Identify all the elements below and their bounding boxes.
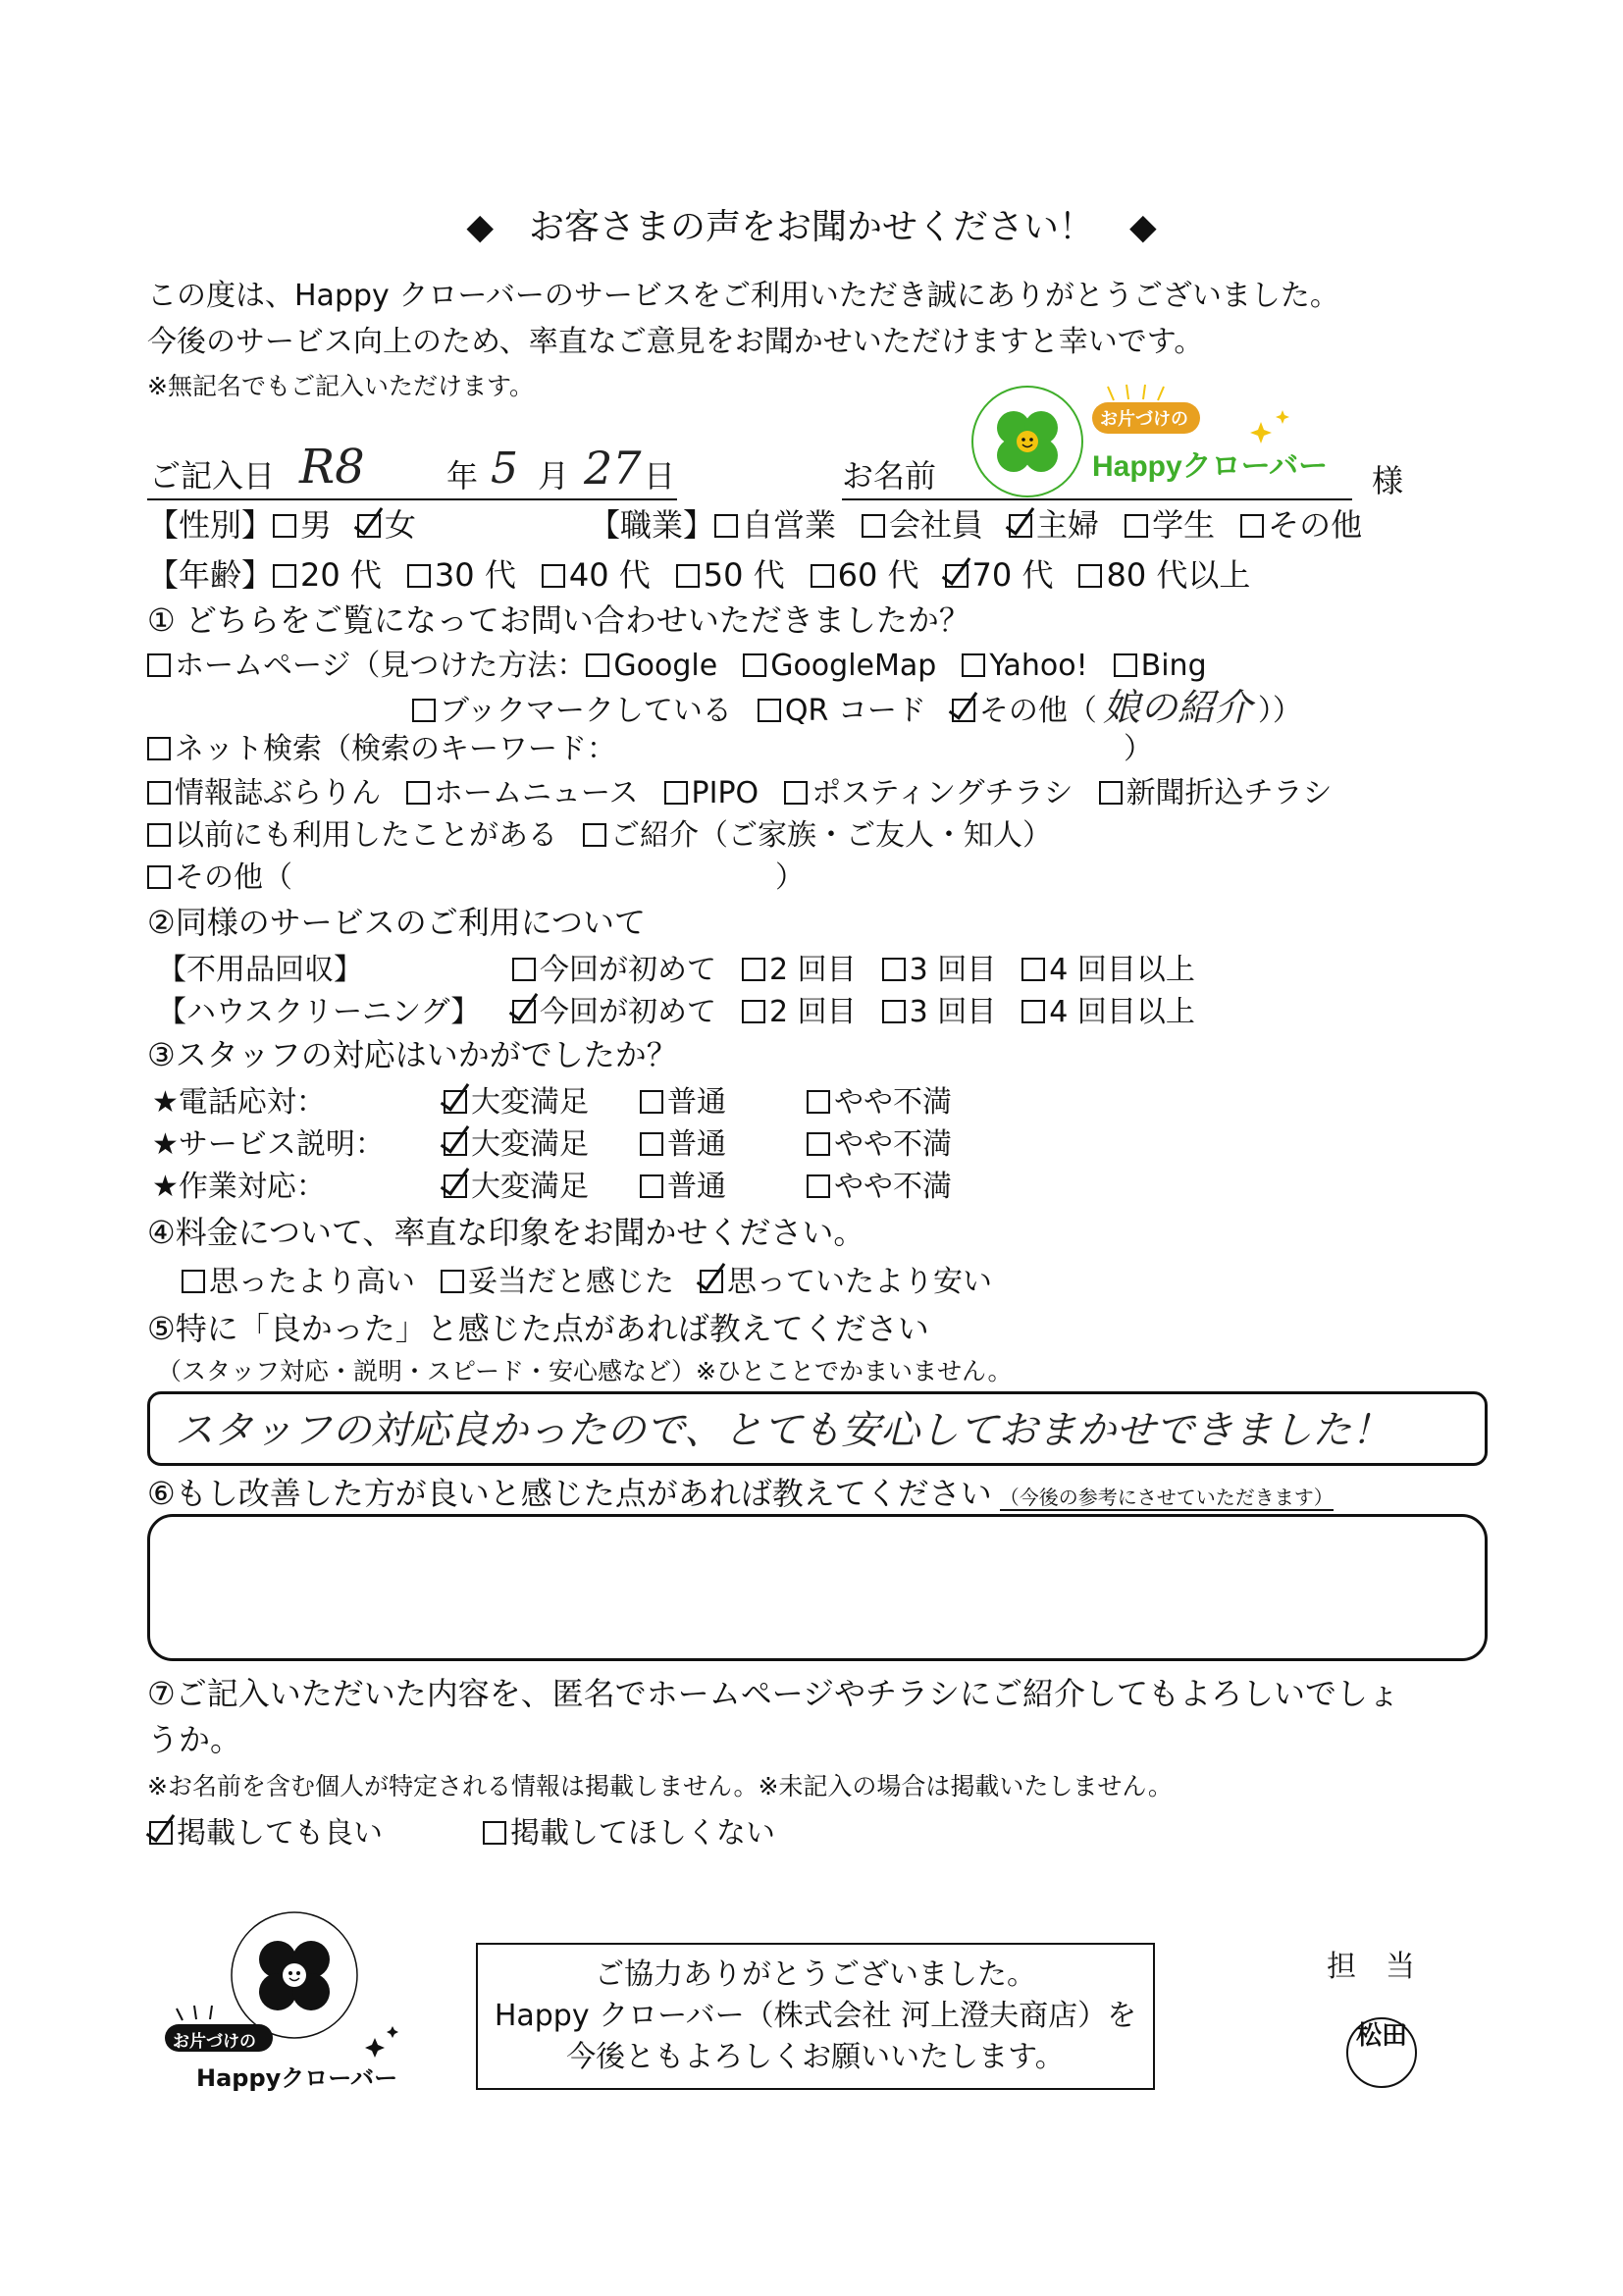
q1-hp-close: ）） — [1257, 694, 1302, 728]
q6-note: （今後の参考にさせていただきます） — [999, 1486, 1334, 1509]
q4-options — [182, 1264, 992, 1301]
q1-other-label: その他（ — [175, 861, 292, 895]
q3-r1-normal[interactable]: 普通 — [640, 1084, 807, 1122]
job-company[interactable]: 会社員 — [862, 506, 983, 544]
date-month[interactable]: 5 — [491, 444, 518, 494]
gender-row — [147, 505, 442, 545]
q1-other-close: ） — [775, 861, 805, 895]
q4-reasonable[interactable]: 妥当だと感じた — [441, 1265, 674, 1299]
checkbox-checked[interactable] — [1009, 514, 1032, 538]
age-60[interactable]: 60 代 — [811, 556, 919, 594]
checkbox[interactable] — [586, 653, 609, 677]
checkbox[interactable] — [758, 699, 781, 722]
job-student[interactable]: 学生 — [1125, 506, 1215, 544]
q3-r2-bad[interactable]: やや不満 — [807, 1127, 952, 1162]
checkbox[interactable] — [583, 823, 606, 847]
checkbox[interactable] — [1021, 1000, 1045, 1023]
age-30[interactable]: 30 代 — [407, 556, 516, 594]
checkbox-checked[interactable] — [444, 1174, 467, 1198]
checkbox[interactable] — [743, 653, 766, 677]
job-label: 【職業】 — [589, 506, 715, 544]
q5-answer[interactable]: スタッフの対応良かったので、とても安心しておまかせできました！ — [175, 1408, 1391, 1453]
q7-note: ※お名前を含む個人が特定される情報は掲載しません。※未記入の場合は掲載いたしません。 — [147, 1772, 1173, 1800]
job-row — [589, 505, 1362, 545]
footer-logo-brand: Happyクローバー — [196, 2064, 398, 2092]
q2-r2-fourth[interactable]: 4 回目以上 — [1021, 995, 1195, 1029]
footer-logo-top: お片づけの — [173, 2032, 256, 2052]
q1-row4 — [147, 817, 1052, 855]
checkbox-checked[interactable] — [357, 514, 381, 538]
checkbox[interactable] — [807, 1132, 830, 1156]
checkbox[interactable] — [412, 699, 436, 722]
age-40[interactable]: 40 代 — [542, 556, 651, 594]
q7-options — [149, 1815, 775, 1852]
checkbox[interactable] — [407, 564, 431, 588]
q7-title-1: ⑦ご記入いただいた内容を、匿名でホームページやチラシにご紹介してもよろしいでしょ — [147, 1675, 1400, 1712]
q1-hp-row — [147, 648, 1207, 685]
date-day[interactable]: 27 — [584, 442, 642, 495]
q2-r1-second[interactable]: 2 回目 — [742, 953, 857, 987]
job-self-employed[interactable]: 自営業 — [714, 506, 836, 544]
intro-line-2: 今後のサービス向上のため、率直なご意見をお聞かせいただけますと幸いです。 — [147, 325, 1204, 359]
checkbox-checked[interactable] — [952, 699, 975, 722]
age-80[interactable]: 80 代以上 — [1078, 556, 1250, 594]
job-other[interactable]: その他 — [1240, 506, 1362, 544]
checkbox[interactable] — [1240, 514, 1264, 538]
checkbox-checked[interactable] — [700, 1270, 723, 1293]
header-logo-brand: Happyクローバー — [1092, 450, 1329, 483]
checkbox[interactable] — [147, 737, 171, 760]
q2-row1-options — [512, 952, 1195, 989]
q3-r2-very[interactable]: 大変満足 — [444, 1126, 640, 1164]
job-housewife[interactable]: 主婦 — [1009, 506, 1099, 544]
q6-answer-box[interactable] — [147, 1514, 1488, 1661]
checkbox-checked[interactable] — [149, 1821, 173, 1845]
q5-note: （スタッフ対応・説明・スピード・安心感など）※ひとことでかまいません。 — [157, 1357, 1013, 1385]
honorific: 様 — [1372, 462, 1404, 499]
q7-allow[interactable]: 掲載しても良い — [149, 1815, 483, 1852]
q1-net-label: ネット検索（検索のキーワード： — [175, 732, 616, 766]
q1-title: ① どちらをご覧になってお問い合わせいただきましたか？ — [147, 601, 970, 639]
year-label: 年 — [446, 457, 479, 495]
age-20[interactable]: 20 代 — [273, 556, 382, 594]
q2-row2-label: 【ハウスクリーニング】 — [157, 995, 481, 1029]
q1-media-posting[interactable]: ポスティングチラシ — [784, 776, 1073, 810]
checkbox[interactable] — [1078, 564, 1102, 588]
q6-title-text: ⑥もし改善した方が良いと感じた点があれば教えてください — [147, 1475, 992, 1512]
age-50[interactable]: 50 代 — [676, 556, 785, 594]
checkbox[interactable] — [147, 823, 171, 847]
checkbox-checked[interactable] — [945, 564, 969, 588]
q2-r2-first[interactable]: 今回が初めて — [512, 995, 716, 1029]
q1-hp-other-written[interactable]: 娘の紹介 — [1102, 686, 1252, 729]
q2-r1-fourth[interactable]: 4 回目以上 — [1021, 953, 1195, 987]
age-70[interactable]: 70 代 — [945, 556, 1054, 594]
checkbox[interactable] — [441, 1270, 464, 1293]
day-label: 日 — [644, 457, 676, 495]
checkbox[interactable] — [147, 865, 171, 889]
q1-hp-row2 — [412, 686, 1302, 730]
checkbox[interactable] — [962, 653, 985, 677]
checkbox[interactable] — [147, 781, 171, 805]
q1-hp-qr[interactable]: QR コード — [758, 694, 926, 728]
q3-r3-normal[interactable]: 普通 — [640, 1169, 807, 1206]
q3-row3-options — [444, 1169, 952, 1206]
q1-media-newspaper[interactable]: 新聞折込チラシ — [1099, 776, 1333, 810]
q4-expensive[interactable]: 思ったより高い — [182, 1265, 415, 1299]
checkbox[interactable] — [807, 1090, 830, 1114]
checkbox[interactable] — [664, 781, 688, 805]
q2-title: ②同様のサービスのご利用について — [147, 904, 647, 941]
q2-row1-label: 【不用品回収】 — [157, 953, 363, 987]
q2-r2-third[interactable]: 3 回目 — [882, 995, 997, 1029]
q1-media-pipo[interactable]: PIPO — [664, 776, 759, 810]
checkbox[interactable] — [807, 1174, 830, 1198]
checkbox[interactable] — [182, 1270, 205, 1293]
q6-title — [147, 1474, 1334, 1517]
checkbox[interactable] — [714, 514, 738, 538]
date-era[interactable]: R8 — [299, 440, 365, 495]
header-logo — [967, 383, 1329, 500]
checkbox[interactable] — [1125, 514, 1148, 538]
header-logo-top: お片づけの — [1100, 409, 1188, 430]
checkbox[interactable] — [811, 564, 834, 588]
q1-referral[interactable]: ご紹介（ご家族・ご友人・知人） — [583, 818, 1052, 853]
checkbox[interactable] — [862, 514, 885, 538]
checkbox[interactable] — [273, 564, 296, 588]
q3-r3-bad[interactable]: やや不満 — [807, 1170, 952, 1204]
q1-net-row — [147, 731, 616, 768]
q3-row2-options — [444, 1126, 952, 1164]
month-label: 月 — [538, 457, 570, 495]
q3-r2-normal[interactable]: 普通 — [640, 1126, 807, 1164]
thanks-line-1: ご協力ありがとうございました。 — [595, 1957, 1036, 1992]
checkbox[interactable] — [640, 1174, 663, 1198]
checkbox[interactable] — [640, 1090, 663, 1114]
q1-hp-yahoo[interactable]: Yahoo! — [962, 649, 1087, 683]
q1-used-before[interactable]: 以前にも利用したことがある — [147, 818, 557, 853]
checkbox[interactable] — [676, 564, 700, 588]
q3-r1-very[interactable]: 大変満足 — [444, 1084, 640, 1122]
gender-male[interactable]: 男 — [273, 506, 332, 544]
q1-media-burarin[interactable]: 情報誌ぶらりん — [147, 776, 381, 810]
checkbox[interactable] — [742, 1000, 765, 1023]
checkbox[interactable] — [273, 514, 296, 538]
checkbox-checked[interactable] — [512, 1000, 536, 1023]
q1-hp-other[interactable]: その他（ — [952, 694, 1097, 728]
checkbox[interactable] — [640, 1132, 663, 1156]
thanks-line-3: 今後ともよろしくお願いいたします。 — [566, 2040, 1065, 2074]
checkbox[interactable] — [1099, 781, 1123, 805]
q1-media-homenews[interactable]: ホームニュース — [406, 776, 639, 810]
checkbox-checked[interactable] — [444, 1132, 467, 1156]
checkbox[interactable] — [1021, 958, 1045, 981]
q4-title: ④料金について、率直な印象をお聞かせください。 — [147, 1214, 865, 1251]
q2-r2-second[interactable]: 2 回目 — [742, 995, 857, 1029]
q3-r3-very[interactable]: 大変満足 — [444, 1169, 640, 1206]
gender-female[interactable]: 女 — [357, 506, 416, 544]
checkbox-checked[interactable] — [444, 1090, 467, 1114]
checkbox[interactable] — [483, 1821, 506, 1845]
gender-label: 【性別】 — [147, 506, 274, 544]
q1-net-close: ） — [1124, 732, 1153, 766]
age-label: 【年齢】 — [147, 556, 274, 594]
q7-deny[interactable]: 掲載してほしくない — [483, 1816, 775, 1851]
q5-title: ⑤特に「良かった」と感じた点があれば教えてください — [147, 1310, 929, 1347]
q4-cheap[interactable]: 思っていたより安い — [700, 1265, 992, 1299]
q3-row1-options — [444, 1084, 952, 1122]
intro-note: ※無記名でもご記入いただけます。 — [147, 372, 534, 400]
q1-hp-bookmark[interactable]: ブックマークしている — [412, 694, 732, 728]
q2-row2-options — [512, 994, 1195, 1031]
q3-r1-bad[interactable]: やや不満 — [807, 1085, 952, 1120]
footer-logo — [157, 1899, 412, 2095]
checkbox[interactable] — [784, 781, 808, 805]
staff-stamp-text: 松田 — [1355, 2021, 1407, 2051]
checkbox[interactable] — [742, 958, 765, 981]
checkbox[interactable] — [406, 781, 430, 805]
q3-row3-label: ★作業対応： — [152, 1170, 326, 1204]
q3-title: ③スタッフの対応はいかがでしたか？ — [147, 1036, 678, 1073]
q3-row2-label: ★サービス説明： — [152, 1127, 385, 1162]
staff-label: 担 当 — [1327, 1950, 1415, 1984]
q1-hp-label: ホームページ（見つけた方法： — [175, 649, 587, 683]
age-row — [147, 555, 1250, 595]
name-label: お名前 — [842, 457, 937, 495]
checkbox[interactable] — [882, 958, 906, 981]
date-underline — [147, 498, 677, 500]
checkbox[interactable] — [512, 958, 536, 981]
q3-row1-label: ★電話応対： — [152, 1085, 326, 1120]
q1-hp-google[interactable]: Google — [586, 649, 717, 683]
q7-title-2: うか。 — [147, 1721, 242, 1758]
thanks-line-2: Happy クローバー（株式会社 河上澄夫商店）を — [494, 1999, 1137, 2033]
q2-r1-third[interactable]: 3 回目 — [882, 953, 997, 987]
date-label: ご記入日 — [149, 457, 276, 495]
q2-r1-first[interactable]: 今回が初めて — [512, 953, 716, 987]
intro-line-1: この度は、Happy クローバーのサービスをご利用いただき誠にありがとうございました。 — [147, 279, 1339, 313]
checkbox[interactable] — [1114, 653, 1137, 677]
checkbox[interactable] — [147, 653, 171, 677]
q1-media-row — [147, 775, 1333, 812]
checkbox[interactable] — [542, 564, 565, 588]
checkbox[interactable] — [882, 1000, 906, 1023]
q1-other-row — [147, 860, 292, 897]
q1-hp-googlemap[interactable]: GoogleMap — [743, 649, 936, 683]
page-title: ◆ お客さまの声をお聞かせください！ ◆ — [466, 207, 1157, 247]
q1-hp-bing[interactable]: Bing — [1114, 649, 1207, 683]
